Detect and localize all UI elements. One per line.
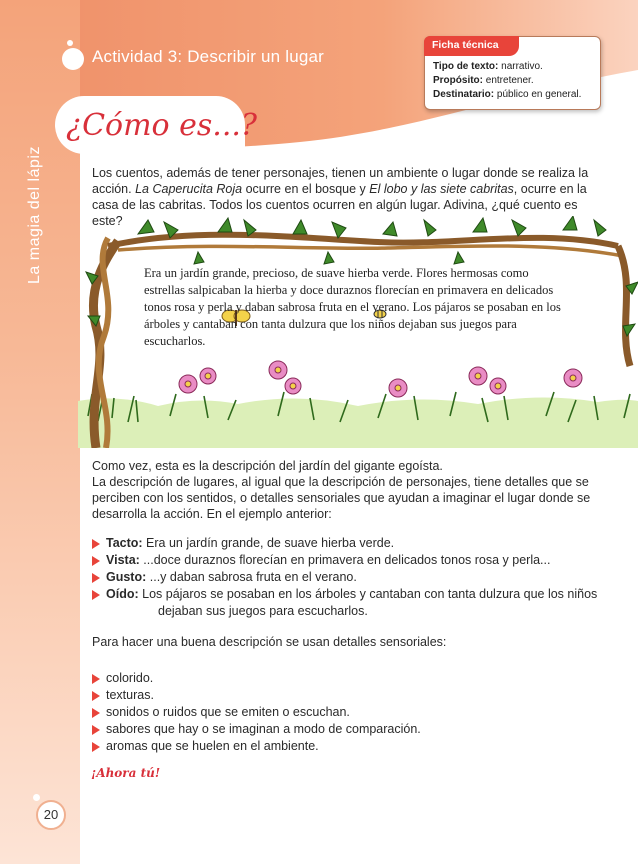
list-item-text: sonidos o ruidos que se emiten o escuchan. (106, 705, 350, 719)
decor-dot (67, 40, 73, 46)
sensory-details-list (92, 670, 622, 755)
ficha-proposito-label: Propósito: (433, 75, 483, 86)
story-line: Era un jardín grande, precioso, de suave hierba verde. Flores hermosas como (144, 266, 529, 280)
activity-bullet (62, 48, 84, 70)
explain-line: desarrolla la acción. En el ejemplo anterior: (92, 507, 332, 521)
triangle-bullet-icon (92, 708, 100, 718)
ficha-proposito-value: entretener. (483, 75, 534, 86)
list-item (92, 569, 632, 586)
intro-text: , ocurre en la (513, 182, 587, 196)
story-line: escucharlos. (144, 334, 206, 348)
ficha-tipo (433, 61, 543, 72)
side-label-text: La magia del lápiz (26, 146, 43, 284)
senses-list (92, 535, 632, 620)
list-item (92, 704, 622, 721)
triangle-bullet-icon (92, 725, 100, 735)
ficha-tipo-value: narrativo. (498, 61, 543, 72)
list-item-text: colorido. (106, 671, 154, 685)
list-item-text: texturas. (106, 688, 154, 702)
sense-label: Vista: (106, 553, 140, 567)
list-item (92, 687, 622, 704)
intro-line: Los cuentos, además de tener personajes, tienen un ambiente o lugar donde se realiza la (92, 166, 589, 180)
list-item (92, 552, 632, 569)
ficha-destinatario-value: público en general. (494, 89, 582, 100)
sensory-intro: Para hacer una buena descripción se usan detalles sensoriales: (92, 635, 447, 649)
sense-text: ...doce duraznos florecían en primavera en delicados tonos rosa y perla... (139, 553, 551, 567)
story-line: árboles y cantaban con tanta dulzura que los niños dejaban sus juegos para (144, 317, 517, 331)
intro-line: este? (92, 214, 123, 228)
sense-text-continued: dejaban sus juegos para escucharlos. (158, 604, 368, 618)
triangle-bullet-icon (92, 674, 100, 684)
page-title: ¿Cómo es...? (66, 108, 257, 143)
triangle-bullet-icon (92, 742, 100, 752)
story-excerpt (144, 265, 572, 350)
sense-text: Era un jardín grande, de suave hierba verde. (142, 536, 395, 550)
triangle-bullet-icon (92, 590, 100, 600)
intro-line: casa de las cabritas. Todos los cuentos ocurren en algún lugar. Adivina, ¿qué cuento es (92, 198, 578, 212)
sense-label: Tacto: (106, 536, 143, 550)
list-item-text: aromas que se huelen en el ambiente. (106, 739, 319, 753)
list-item (92, 721, 622, 738)
sense-text: ...y daban sabrosa fruta en el verano. (146, 570, 357, 584)
explain-line: perciben con los sentidos, o detalles sensoriales que ayudan a imaginar el lugar donde se (92, 491, 591, 505)
intro-text: acción. (92, 182, 136, 196)
list-item (92, 738, 622, 755)
list-item (92, 670, 622, 687)
intro-line (92, 181, 612, 197)
sense-text: Los pájaros se posaban en los árboles y cantaban con tanta dulzura que los niños (138, 587, 598, 601)
side-label (26, 146, 56, 290)
explain-line: La descripción de lugares, al igual que la descripción de personajes, tiene detalles que se (92, 475, 589, 489)
story-title-caperucita: La Caperucita Roja (135, 182, 243, 196)
triangle-bullet-icon (92, 573, 100, 583)
explain-line: Como vez, esta es la descripción del jardín del gigante egoísta. (92, 459, 443, 473)
story-line: tonos rosa y perla y daban sabrosa fruta en el verano. Los pájaros se posaban en los (144, 300, 561, 314)
list-item (92, 586, 632, 603)
decor-dot (33, 794, 40, 801)
sense-label: Gusto: (106, 570, 147, 584)
ficha-tipo-label: Tipo de texto: (433, 61, 499, 72)
ficha-destinatario (433, 89, 581, 100)
story-title-lobo: El lobo y las siete cabritas (369, 182, 514, 196)
list-item (92, 535, 632, 552)
intro-text: ocurre en el bosque y (242, 182, 370, 196)
explanation-paragraph (92, 458, 622, 522)
triangle-bullet-icon (92, 691, 100, 701)
ficha-tab: Ficha técnica (424, 36, 519, 56)
triangle-bullet-icon (92, 539, 100, 549)
ficha-proposito (433, 75, 534, 86)
triangle-bullet-icon (92, 556, 100, 566)
story-line: estrellas salpicaban la hierba y doce duraznos florecían en primavera en delicados (144, 283, 554, 297)
ahora-tu-heading: ¡Ahora tú! (91, 766, 161, 780)
sense-label: Oído: (106, 587, 139, 601)
page-number: 20 (36, 800, 66, 830)
activity-title: Actividad 3: Describir un lugar (92, 47, 325, 66)
ficha-tecnica-box (424, 36, 601, 110)
ficha-destinatario-label: Destinatario: (433, 89, 495, 100)
list-item-text: sabores que hay o se imaginan a modo de comparación. (106, 722, 421, 736)
